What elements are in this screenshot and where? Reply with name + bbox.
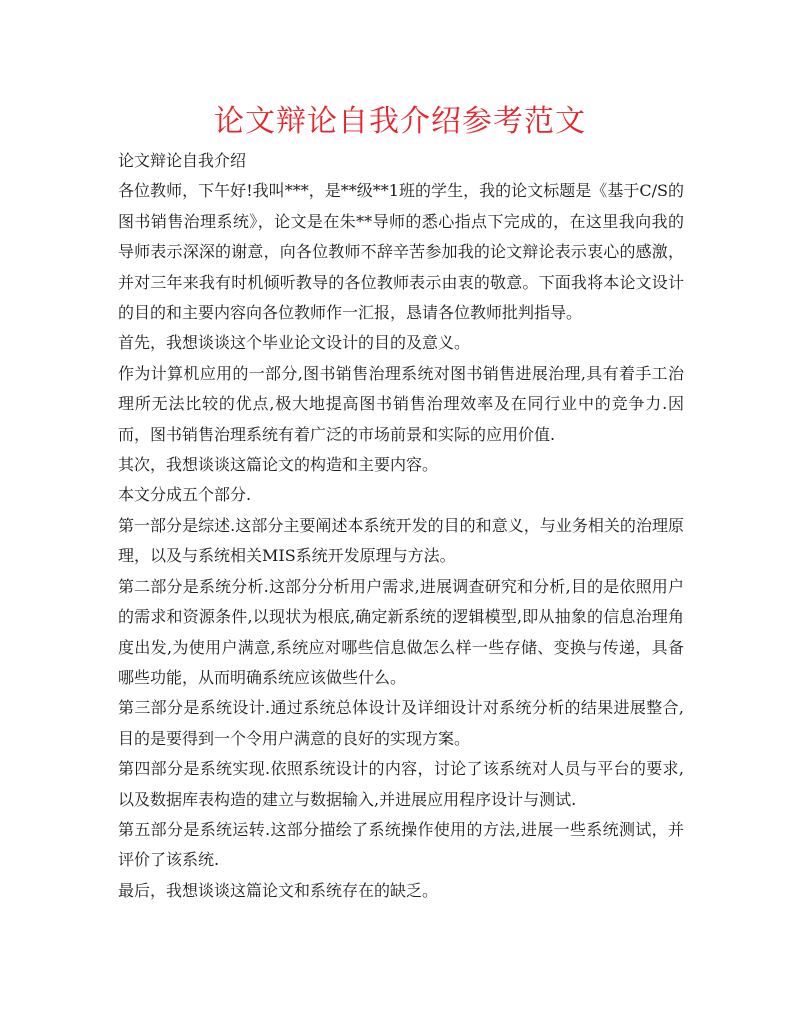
paragraph-part-3: 第三部分是系统设计.通过系统总体设计及详细设计对系统分析的结果进展整合,目的是要得到一个令用户满意的良好的实现方案。 [118,698,684,748]
paragraph-part-4: 第四部分是系统实现.依照系统设计的内容，讨论了该系统对人员与平台的要求,以及数据库表构造的建立与数据输入,并进展应用程序设计与测试. [118,759,684,809]
document-title: 论文辩论自我介绍参考范文 [214,104,586,139]
paragraph-parts-count: 本文分成五个部分. [118,485,252,505]
paragraph-greeting: 各位教师，下午好!我叫***，是**级**1班的学生，我的论文标题是《基于C/S的图书销售治理系统》，论文是在朱**导师的悉心指点下完成的，在这里我向我的导师表示深深的谢意，向各位教师不辞辛苦参加我的论文辩论表示衷心的感激，并对三年来我有时机倾听教导的各位教师表示由衷的敬意。下面我将本论文设计的目的和主要内容向各位教师作一汇报，恳请各位教师批判指导。 [118,181,684,323]
paragraph-purpose-intro: 首先，我想谈谈这个毕业论文设计的目的及意义。 [118,333,471,353]
paragraph-heading: 论文辩论自我介绍 [118,151,247,170]
paragraph-part-5: 第五部分是系统运转.这部分描绘了系统操作使用的方法,进展一些系统测试，并评价了该系统. [118,819,684,870]
document-body [118,146,684,906]
paragraph-part-1: 第一部分是综述.这部分主要阐述本系统开发的目的和意义，与业务相关的治理原理，以及与系统相关MIS系统开发原理与方法。 [118,515,684,566]
paragraph-part-2: 第二部分是系统分析.这部分分析用户需求,进展调查研究和分析,目的是依照用户的需求和资源条件,以现状为根底,确定新系统的逻辑模型,即从抽象的信息治理角度出发,为使用户满意,系统应对哪些信息做怎么样一些存储、变换与传递，具备哪些功能，从而明确系统应该做些什么。 [118,576,684,687]
paragraph-structure-intro: 其次，我想谈谈这篇论文的构造和主要内容。 [118,455,439,475]
paragraph-conclusion-intro: 最后，我想谈谈这篇论文和系统存在的缺乏。 [118,880,439,900]
paragraph-purpose: 作为计算机应用的一部分,图书销售治理系统对图书销售进展治理,具有着手工治理所无法比较的优点,极大地提高图书销售治理效率及在同行业中的竞争力.因而，图书销售治理系统有着广泛的市场前景和实际的应用价值. [118,363,684,444]
